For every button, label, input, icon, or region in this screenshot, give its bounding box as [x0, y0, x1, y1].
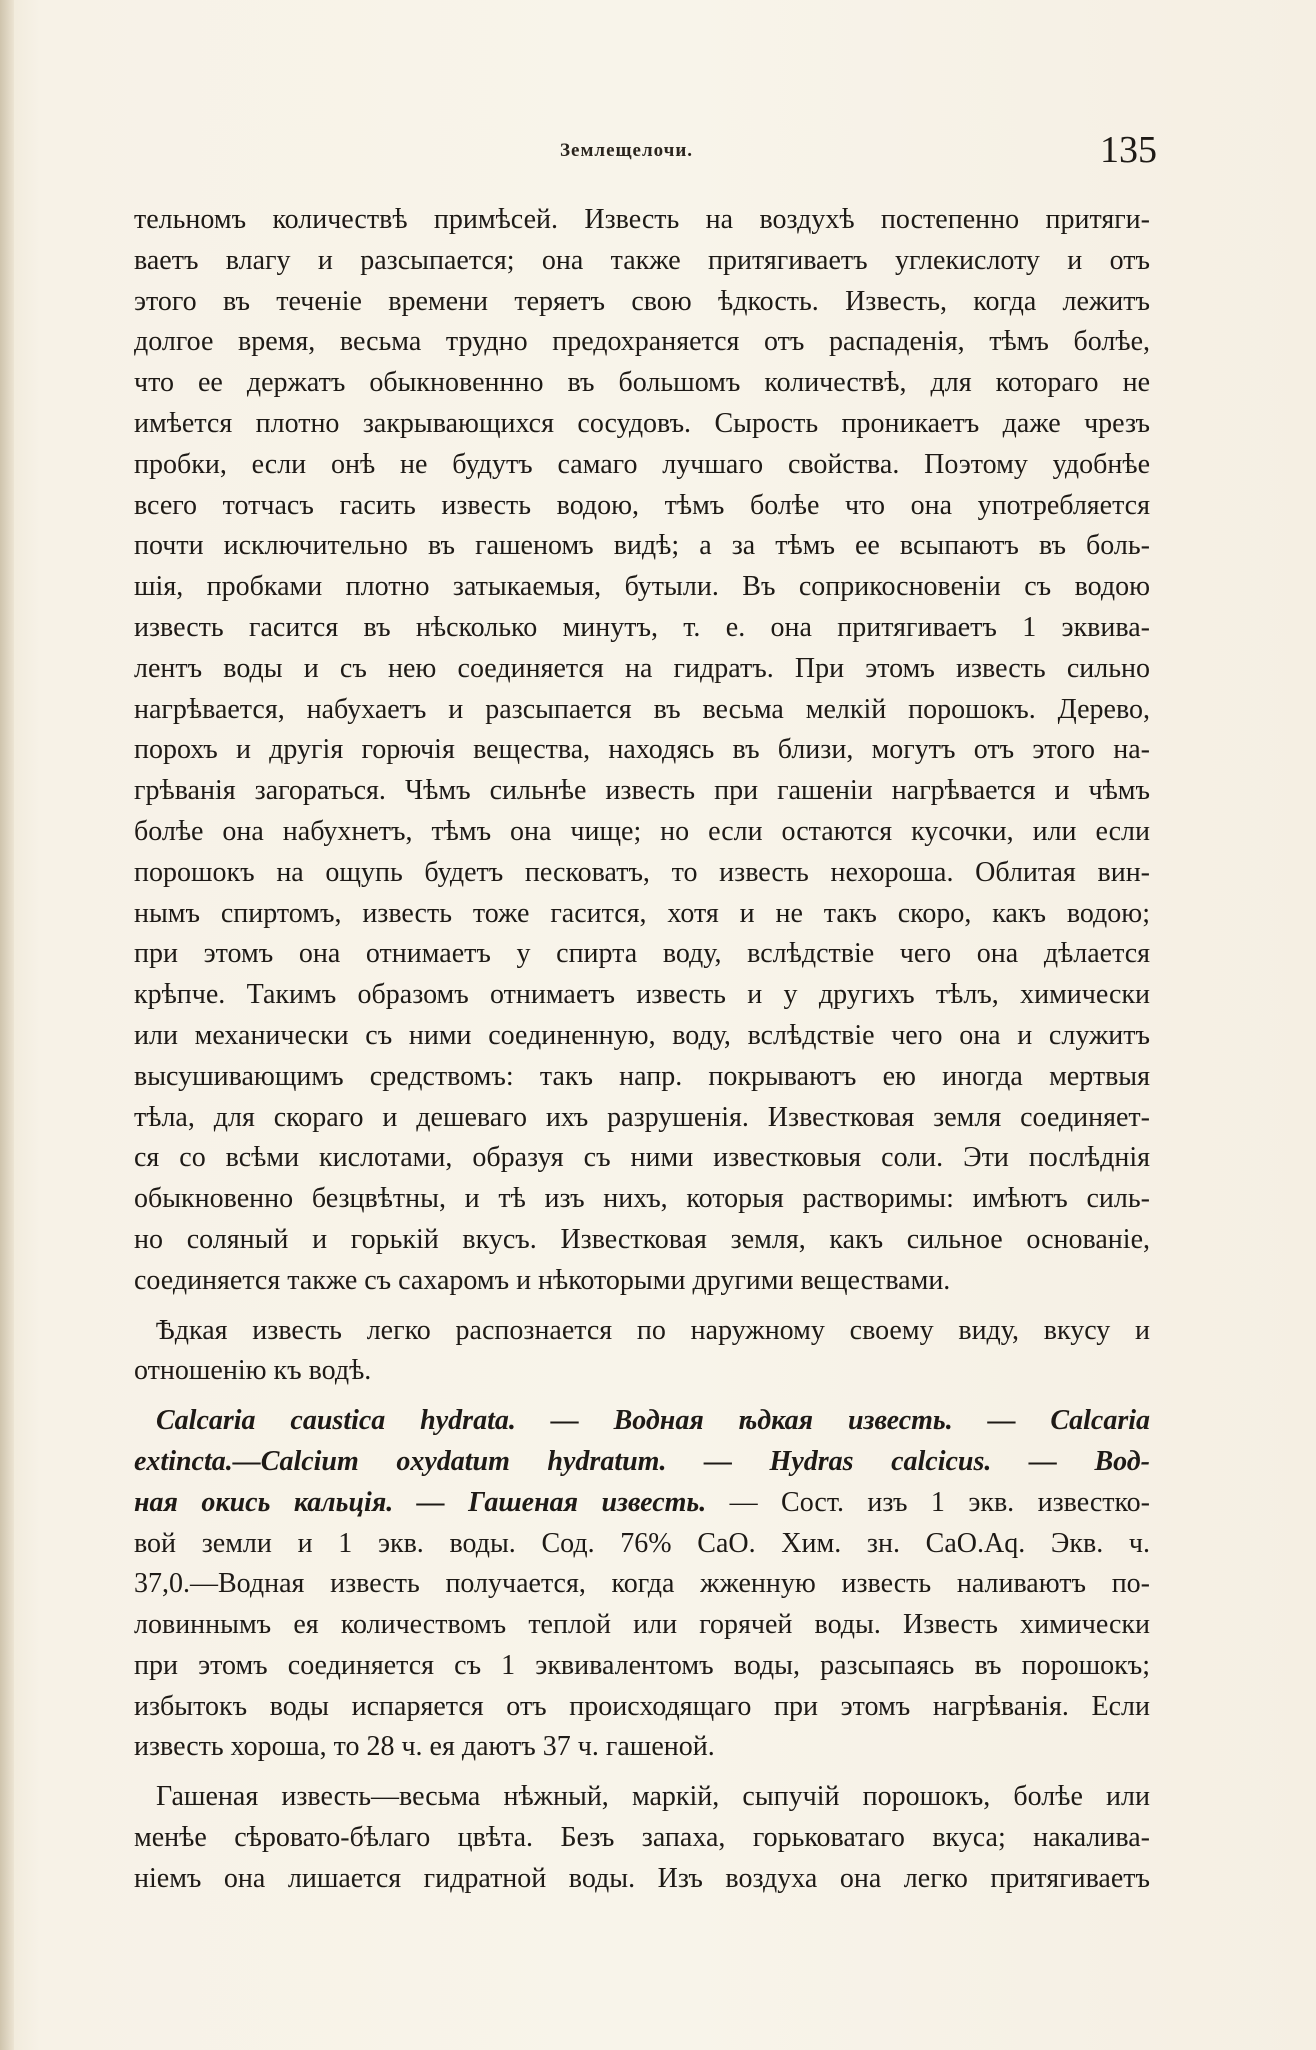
- text-line: или механически съ ними соединенную, воду, вслѣдствіе чего она и служитъ: [134, 1019, 1150, 1051]
- text-line: шія, пробками плотно затыкаемыя, бутыли. Въ соприкосновеніи съ водою: [134, 571, 1150, 603]
- text-line: отношенію къ водѣ.: [134, 1355, 372, 1387]
- text-line: вой земли и 1 экв. воды. Сод. 76% CaO. Хим. зн. CaO.Aq. Экв. ч.: [134, 1527, 1150, 1559]
- text-line: всего тотчасъ гасить известь водою, тѣмъ болѣе что она употребляется: [134, 489, 1150, 521]
- text-line: соединяется также съ сахаромъ и нѣкоторыми другими веществами.: [134, 1264, 951, 1296]
- latin-term: Calcaria caustica hydrata. — Водная ѣдкая известь. — Calcaria: [156, 1405, 1150, 1437]
- heading-line: [134, 1483, 1150, 1524]
- page-edge: [0, 0, 14, 2050]
- text-line: долгое время, весьма трудно предохраняется отъ распаденія, тѣмъ болѣе,: [134, 326, 1150, 358]
- text-line: нымъ спиртомъ, известь тоже гасится, хотя и не такъ скоро, какъ водою;: [134, 897, 1150, 929]
- text-line: тѣла, для скораго и дешеваго ихъ разрушенія. Известковая земля соединяет-: [134, 1101, 1150, 1133]
- text-line: тельномъ количествѣ примѣсей. Известь на воздухѣ постепенно притяги-: [134, 204, 1150, 235]
- body-text: [134, 200, 1150, 1900]
- text-line: высушивающимъ средствомъ: такъ напр. покрываютъ ею иногда мертвыя: [134, 1060, 1150, 1092]
- text-line: Гашеная известь—весьма нѣжный, маркій, сыпучій порошокъ, болѣе или: [156, 1781, 1150, 1813]
- page-number: 135: [1100, 129, 1157, 171]
- text-line: этого въ теченіе времени теряетъ свою ѣдкость. Известь, когда лежитъ: [134, 285, 1150, 317]
- text-line: болѣе она набухнетъ, тѣмъ она чище; но если остаются кусочки, или если: [134, 815, 1150, 847]
- text-line: ся со всѣми кислотами, образуя съ ними известковыя соли. Эти послѣднія: [134, 1142, 1150, 1174]
- text-line: ніемъ она лишается гидратной воды. Изъ воздуха она легко притягиваетъ: [134, 1862, 1150, 1894]
- text-line: при этомъ соединяется съ 1 эквивалентомъ воды, разсыпаясь въ порошокъ;: [134, 1649, 1150, 1681]
- text-line: при этомъ она отнимаетъ у спирта воду, вслѣдствіе чего она дѣлается: [134, 938, 1150, 970]
- latin-term: extincta.—Calcium oxydatum hydratum. — Hydras calcicus. — Вод-: [134, 1445, 1150, 1477]
- running-head: Землещелочи.: [560, 140, 694, 161]
- text-line: ловиннымъ ея количествомъ теплой или горячей воды. Известь химически: [134, 1609, 1150, 1641]
- term-name: ная окись кальція. — Гашеная известь.: [134, 1486, 707, 1518]
- heading-line: [134, 1442, 1150, 1483]
- text-line: пробки, если онѣ не будутъ самаго лучшаго свойства. Поэтому удобнѣе: [134, 448, 1150, 480]
- text-line: имѣется плотно закрывающихся сосудовъ. Сырость проникаетъ даже чрезъ: [134, 407, 1150, 439]
- text-line: нагрѣвается, набухаетъ и разсыпается въ весьма мелкій порошокъ. Дерево,: [134, 693, 1150, 725]
- text-line: обыкновенно безцвѣтны, и тѣ изъ нихъ, которыя растворимы: имѣютъ силь-: [134, 1183, 1150, 1215]
- text-line: известь хороша, то 28 ч. ея даютъ 37 ч. гашеной.: [134, 1731, 715, 1763]
- paragraph-2: [134, 1311, 1150, 1393]
- text-line: избытокъ воды испаряется отъ происходящаго при этомъ нагрѣванія. Если: [134, 1690, 1150, 1722]
- term-composition: — Сост. изъ 1 экв. известко-: [706, 1486, 1150, 1518]
- text-line: но соляный и горькій вкусъ. Известковая земля, какъ сильное основаніе,: [134, 1223, 1150, 1255]
- paragraph-3: [134, 1401, 1150, 1768]
- text-line: лентъ воды и съ нею соединяется на гидратъ. При этомъ известь сильно: [134, 652, 1150, 684]
- text-line: почти исключительно въ гашеномъ видѣ; а за тѣмъ ее всыпаютъ въ боль-: [134, 530, 1150, 562]
- text-line: что ее держатъ обыкновеннно въ большомъ количествѣ, для котораго не: [134, 367, 1150, 399]
- text-line: менѣе сѣровато-бѣлаго цвѣта. Безъ запаха, горьковатаго вкуса; накалива-: [134, 1822, 1150, 1854]
- heading-line: [134, 1401, 1150, 1442]
- text-line: ваетъ влагу и разсыпается; она также притягиваетъ углекислоту и отъ: [134, 244, 1150, 276]
- text-line: 37,0.—Водная известь получается, когда жженную известь наливаютъ по-: [134, 1568, 1150, 1600]
- text-line: крѣпче. Такимъ образомъ отнимаетъ известь и у другихъ тѣлъ, химически: [134, 979, 1150, 1011]
- paragraph-4: [134, 1777, 1150, 1899]
- text-line: известь гасится въ нѣсколько минутъ, т. е. она притягиваетъ 1 эквива-: [134, 611, 1150, 643]
- text-line: порошокъ на ощупь будетъ песковатъ, то известь нехороша. Облитая вин-: [134, 856, 1150, 888]
- text-line: порохъ и другія горючія вещества, находясь въ близи, могутъ отъ этого на-: [134, 734, 1150, 766]
- text-line: грѣванія загораться. Чѣмъ сильнѣе известь при гашеніи нагрѣвается и чѣмъ: [134, 775, 1150, 807]
- text-line: Ѣдкая известь легко распознается по наружному своему виду, вкусу и: [156, 1314, 1150, 1346]
- paragraph-1: [134, 200, 1150, 1302]
